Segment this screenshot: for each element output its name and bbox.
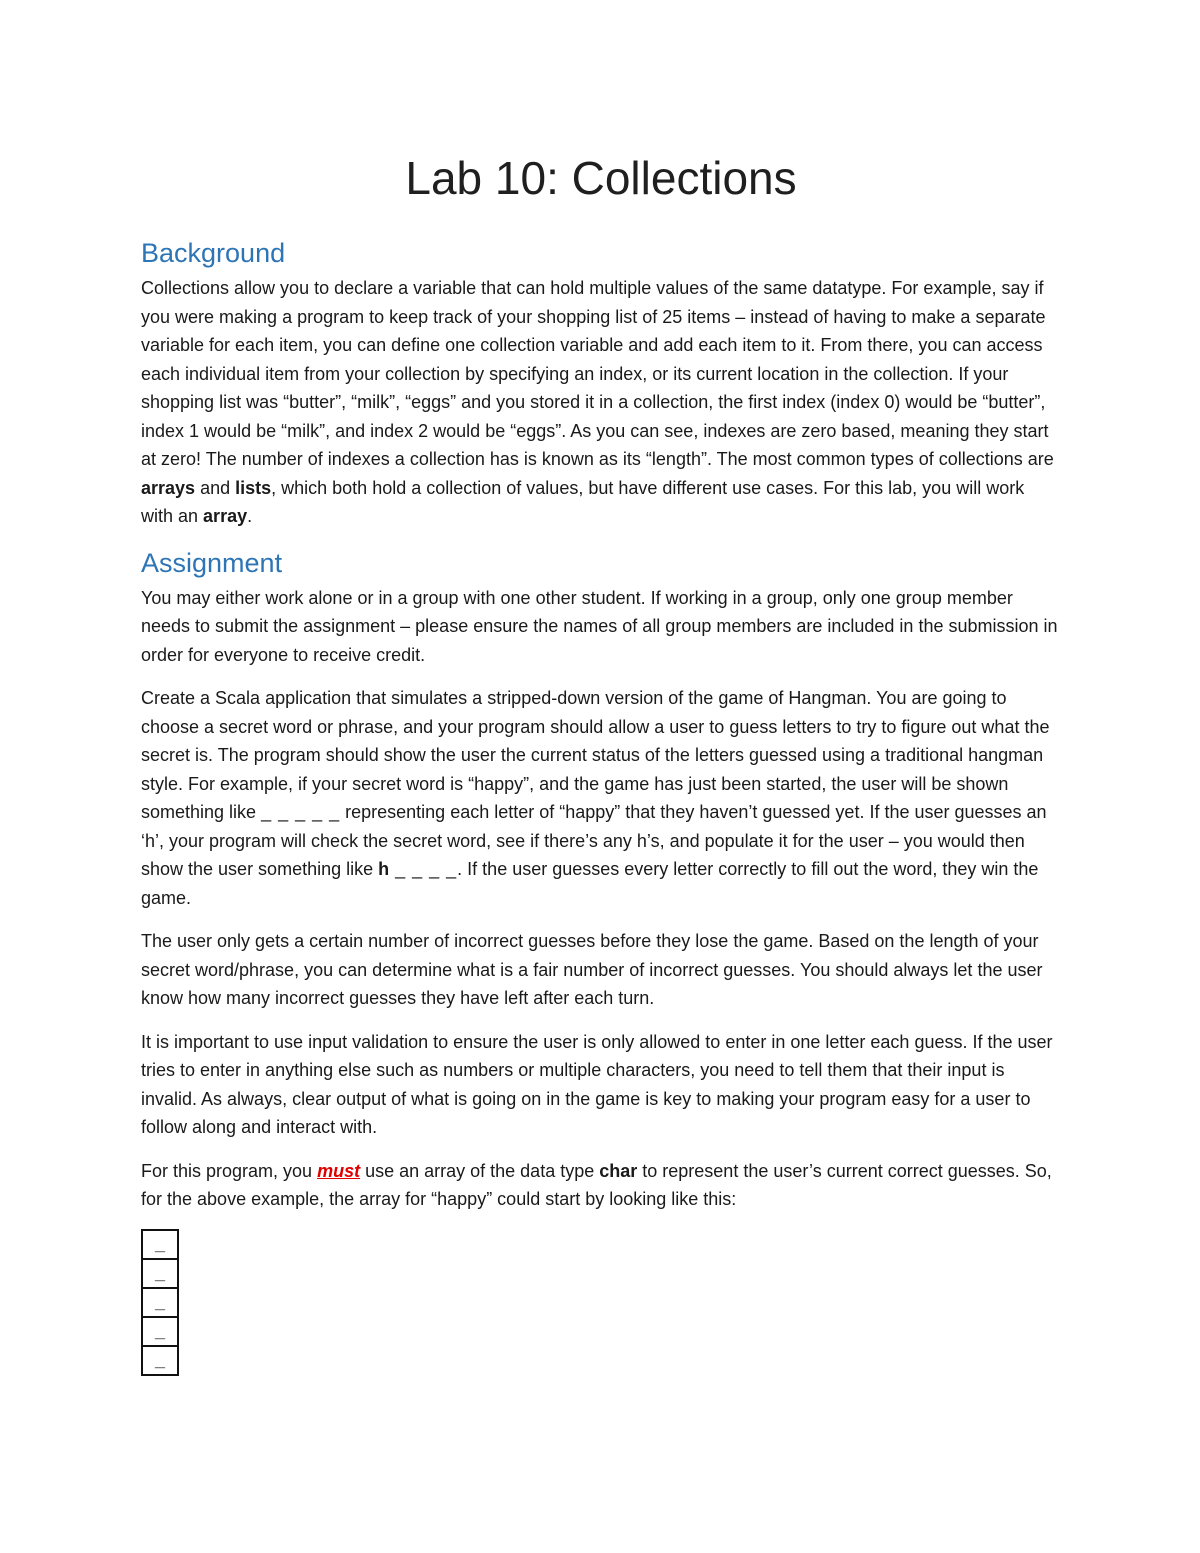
page-title: Lab 10: Collections — [405, 152, 797, 204]
background-text-4: . — [247, 506, 253, 526]
bold-h-example: h — [378, 859, 390, 879]
assignment-paragraph-1: You may either work alone or in a group with one other student. If working in a group, only one group member needs to submit the assignment – please ensure the names of all group members are included in the submission in order for everyone to receive credit. — [141, 587, 1058, 665]
background-text-1: Collections allow you to declare a variable that can hold multiple values of the same datatype. For example, say if you were making a program to keep track of your shopping list of 25 items – instead of having to make a separate variable for each item, you can define one collection variable and add each item to it. From there, you can access each individual item from your collection by specifying an index, or its current location in the collection. If your shopping list was “butter”, “milk”, “eggs” and you stored it in a collection, the first index (index 0) would be “butter”, index 1 would be “milk”, and index 2 would be “eggs”. As you can see, indexes are zero based, meaning they start at zero! The number of indexes a collection has is known as its “length”. The most common types of collections are — [141, 278, 1054, 469]
blanks-example-2: _ _ _ _ — [389, 859, 458, 879]
assignment-paragraph-5 — [141, 1157, 1061, 1214]
array-cell: _ — [143, 1316, 177, 1345]
assignment-p2-text-a: Create a Scala application that simulates a stripped-down version of the game of Hangman. You are going to choose a secret word or phrase, and your program should allow a user to guess letters to try to figure out what the secret is. The program should show the user the current status of the letters guessed using a traditional hangman style. For example, if your secret word is “happy”, and the game has just been started, the user will be shown something like — [141, 688, 1050, 822]
assignment-paragraph-4: It is important to use input validation to ensure the user is only allowed to enter in one letter each guess. If the user tries to enter in anything else such as numbers or multiple characters, you need to tell them that their input is invalid. As always, clear output of what is going on in the game is key to making your program easy for a user to follow along and interact with. — [141, 1031, 1053, 1137]
bold-arrays: arrays — [141, 477, 196, 498]
assignment-p5-text-c: to represent the user’s current correct guesses. So, for the above example, the array for “happy” could start by looking like this: — [141, 1160, 1052, 1209]
bold-lists: lists — [235, 477, 272, 498]
bold-char: char — [599, 1160, 638, 1181]
assignment-paragraph-2 — [141, 684, 1061, 912]
blanks-example: _ _ _ _ _ — [261, 802, 341, 822]
array-cell: _ — [143, 1287, 177, 1316]
background-heading: Background — [141, 238, 286, 268]
assignment-p2-text-c: . If the user guesses every letter correctly to fill out the word, they win the game. — [141, 859, 1039, 908]
array-cell: _ — [154, 1233, 165, 1254]
array-cell: _ — [143, 1345, 177, 1374]
bold-array: array — [203, 506, 248, 526]
char-array-table — [141, 1229, 179, 1376]
assignment-p5-text-b: use an array of the data type — [360, 1160, 600, 1181]
assignment-p5-text-a: For this program, you — [141, 1160, 318, 1181]
background-text-3: , which both hold a collection of values, but have different use cases. For this lab, you will work with an — [141, 477, 1025, 526]
assignment-paragraph-3: The user only gets a certain number of incorrect guesses before they lose the game. Based on the length of your secret word/phrase, you can determine what is a fair number of incorrect guesses. You should always let the user know how many incorrect guesses they have left after each turn. — [141, 931, 1043, 1008]
document-content — [141, 148, 1061, 1376]
assignment-p2-text-b: representing each letter of “happy” that they haven’t guessed yet. If the user guesses an ‘h’, your program will check the secret word, see if there’s any h’s, and populate it for the user – you would then show the user something like — [141, 802, 1047, 879]
must-emphasis: must — [317, 1160, 361, 1181]
background-text-2: and — [195, 477, 236, 498]
array-cell: _ — [143, 1258, 177, 1287]
assignment-heading: Assignment — [141, 547, 283, 578]
background-paragraph — [141, 274, 1061, 531]
